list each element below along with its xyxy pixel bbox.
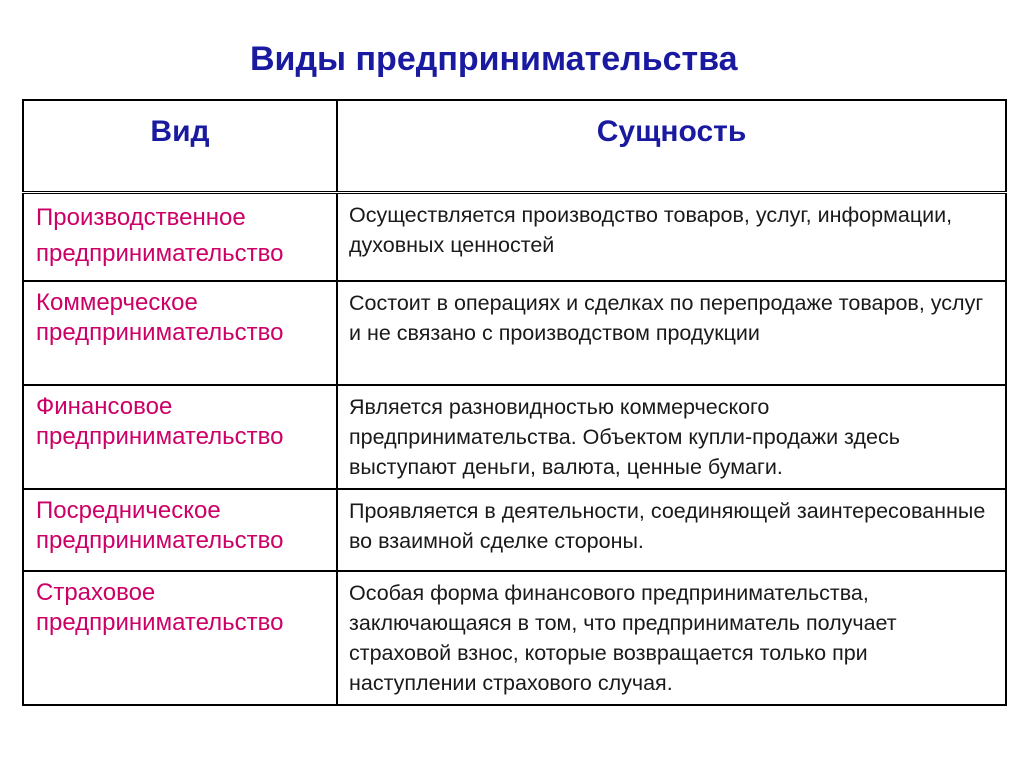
kind-cell: Коммерческое предпринимательство bbox=[23, 281, 337, 385]
essence-cell: Состоит в операциях и сделках по перепродаже товаров, услуг и не связано с производством продукции bbox=[337, 281, 1006, 385]
header-kind: Вид bbox=[23, 100, 337, 193]
table-row bbox=[23, 281, 1006, 385]
header-essence: Сущность bbox=[337, 100, 1006, 193]
essence-cell: Проявляется в деятельности, соединяющей заинтересованные во взаимной сделке стороны. bbox=[337, 489, 1006, 571]
table-row bbox=[23, 489, 1006, 571]
entrepreneurship-kinds-table bbox=[22, 99, 1007, 706]
kind-cell: Производственное предпринимательство bbox=[23, 193, 337, 282]
kind-cell: Посредническое предпринимательство bbox=[23, 489, 337, 571]
essence-cell: Является разновидностью коммерческого предпринимательства. Объектом купли-продажи здесь выступают деньги, валюта, ценные бумаги. bbox=[337, 385, 1006, 489]
table-header-row bbox=[23, 100, 1006, 193]
kind-cell: Страховое предпринимательство bbox=[23, 571, 337, 705]
page-title: Виды предпринимательства bbox=[250, 40, 738, 78]
table-row bbox=[23, 193, 1006, 282]
kind-cell: Финансовое предпринимательство bbox=[23, 385, 337, 489]
essence-cell: Особая форма финансового предпринимательства, заключающаяся в том, что предприниматель получает страховой взнос, которые возвращается только при наступлении страхового случая. bbox=[337, 571, 1006, 705]
table-row bbox=[23, 571, 1006, 705]
table-row bbox=[23, 385, 1006, 489]
essence-cell: Осуществляется производство товаров, услуг, информации, духовных ценностей bbox=[337, 193, 1006, 282]
